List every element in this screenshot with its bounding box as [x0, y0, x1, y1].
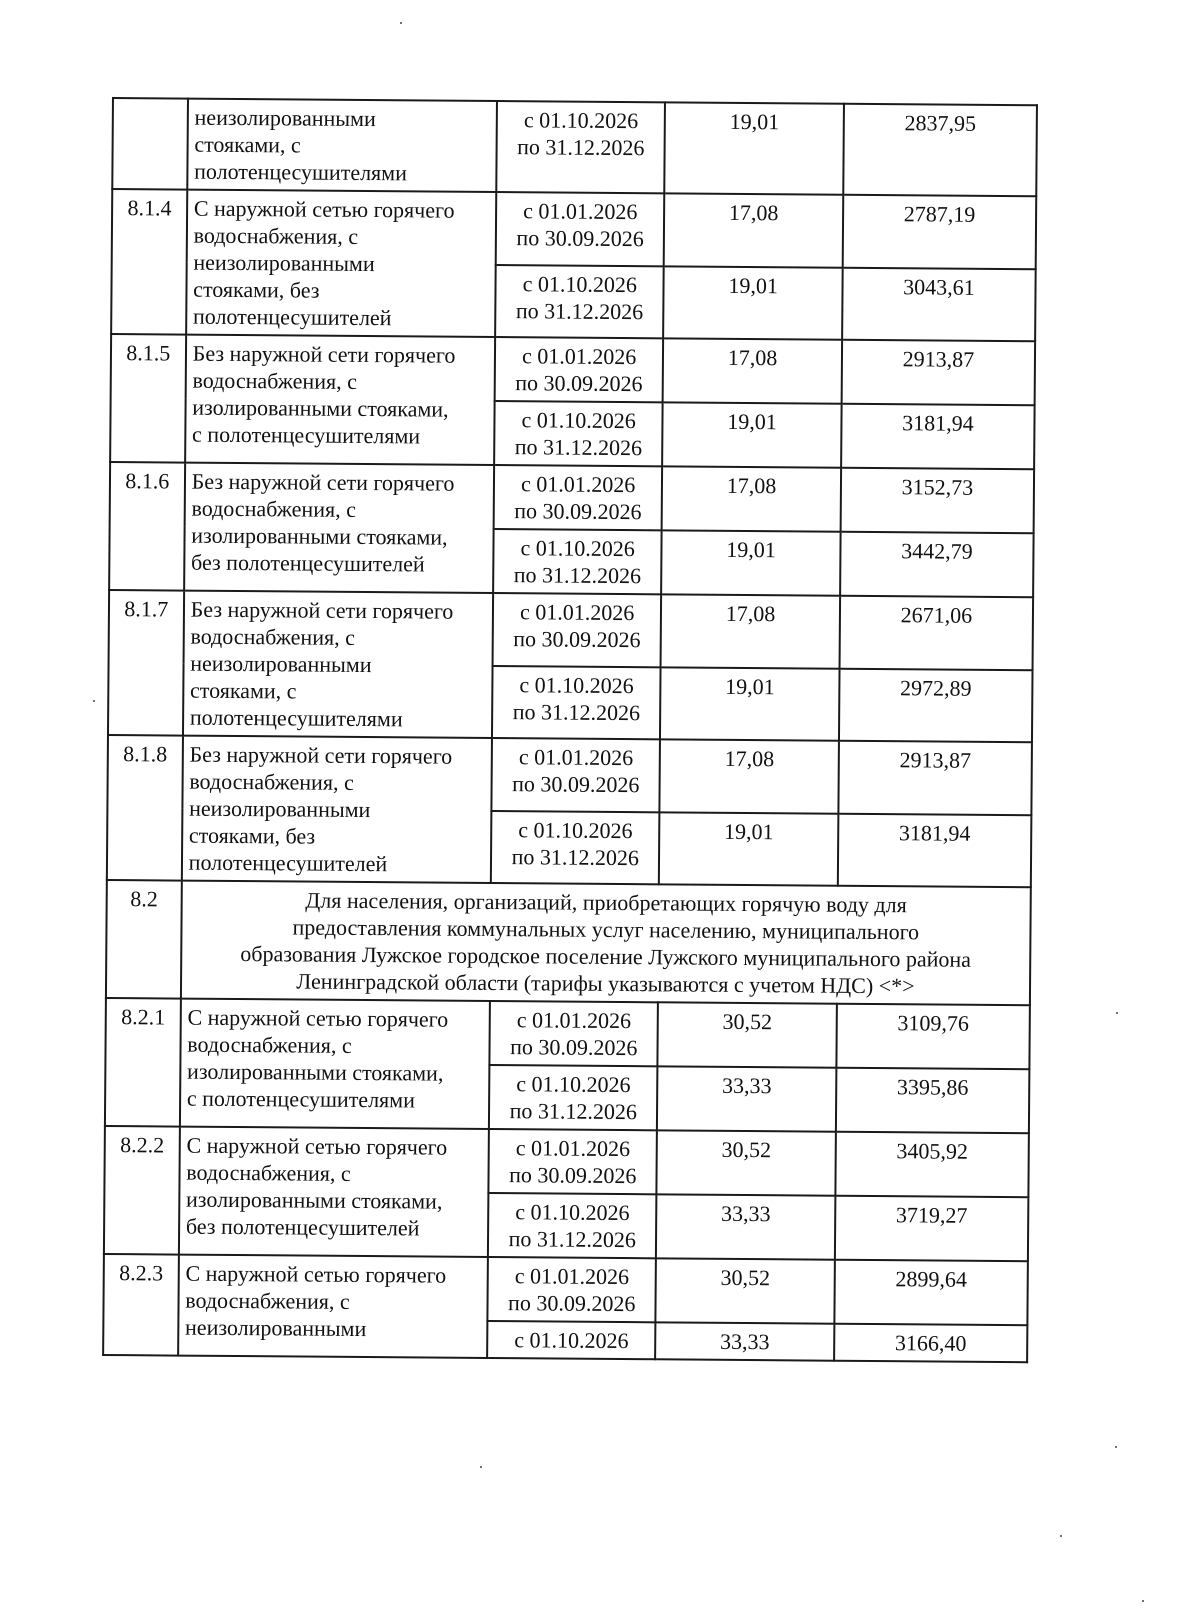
validity-period — [493, 529, 662, 594]
rate-value: 17,08 — [661, 594, 840, 668]
rate-value: 19,01 — [663, 266, 842, 340]
tariff-value: 3109,76 — [836, 1004, 1030, 1070]
tariff-row — [104, 1126, 1028, 1197]
item-number: 8.1.7 — [108, 590, 184, 736]
tariff-value: 3152,73 — [840, 468, 1034, 534]
section-number: 8.2 — [106, 880, 182, 999]
item-number: 8.1.8 — [107, 735, 183, 881]
description-line: водоснабжения, с — [189, 768, 354, 795]
validity-period — [488, 1257, 657, 1322]
period-from: с 01.01.2026 — [514, 1263, 630, 1290]
description-line: с полотенцесушителями — [186, 1085, 416, 1113]
description-line: С наружной сетью горячего — [187, 1004, 449, 1032]
validity-period — [487, 1321, 655, 1359]
rate-value: 19,01 — [659, 812, 838, 886]
rate-value: 33,33 — [657, 1066, 836, 1131]
tariff-row — [111, 334, 1035, 405]
tariff-value: 2837,95 — [843, 104, 1037, 197]
scan-speck — [1116, 1012, 1118, 1014]
description-line: водоснабжения, с — [186, 1159, 351, 1186]
description-line: стояками, без — [193, 276, 320, 303]
validity-period — [494, 465, 663, 530]
period-to: по 30.09.2026 — [516, 225, 644, 252]
rate-value: 30,52 — [656, 1258, 835, 1323]
validity-period — [496, 192, 665, 266]
tariff-value: 2913,87 — [841, 340, 1035, 406]
period-to: по 31.12.2026 — [509, 1098, 638, 1125]
period-from: с 01.01.2026 — [516, 1007, 632, 1034]
rate-value: 30,52 — [657, 1130, 836, 1195]
description-line: изолированными стояками, — [192, 394, 449, 422]
scan-speck — [1060, 1535, 1062, 1537]
description-line: изолированными стояками, — [187, 1058, 444, 1086]
description-line: полотенцесушителей — [192, 303, 392, 331]
description-line: полотенцесушителями — [194, 158, 408, 186]
period-from: с 01.10.2026 — [522, 270, 637, 297]
scan-speck — [480, 1466, 482, 1468]
description-line: стояками, с — [194, 131, 301, 158]
tariff-value: 3043,61 — [842, 267, 1036, 341]
period-to: по 31.12.2026 — [513, 562, 642, 589]
validity-period — [494, 401, 663, 466]
period-from: с 01.01.2026 — [515, 1135, 631, 1162]
tariff-value: 3442,79 — [840, 532, 1034, 598]
period-to: по 31.12.2026 — [514, 434, 643, 461]
rate-value: 19,01 — [660, 667, 839, 741]
rate-value: 33,33 — [656, 1194, 835, 1259]
item-description — [182, 736, 493, 883]
tariff-row — [103, 1254, 1027, 1325]
description-line: неизолированными — [190, 650, 372, 678]
validity-period — [495, 337, 664, 402]
period-from: с 01.10.2026 — [519, 671, 634, 698]
description-line: без полотенцесушителей — [191, 549, 425, 577]
scan-speck — [1115, 1446, 1117, 1448]
item-description — [187, 99, 497, 192]
tariff-value: 2671,06 — [839, 596, 1033, 670]
rate-value: 17,08 — [663, 338, 842, 403]
period-from: с 01.01.2026 — [523, 198, 638, 225]
rate-value: 17,08 — [662, 466, 841, 531]
validity-period — [488, 1193, 657, 1258]
period-from: с 01.10.2026 — [518, 816, 633, 843]
item-number: 8.2.1 — [105, 998, 181, 1127]
section-heading-line: Ленинградской области (тарифы указываются с учетом НДС) <*> — [296, 968, 915, 999]
tariff-value: 3181,94 — [841, 404, 1035, 470]
tariff-table — [102, 97, 1038, 1363]
item-number: 8.2.3 — [103, 1254, 179, 1356]
validity-period — [491, 811, 660, 885]
period-from: с 01.01.2026 — [521, 343, 637, 370]
tariff-value: 3395,86 — [836, 1068, 1030, 1134]
period-from: с 01.10.2026 — [520, 535, 635, 562]
section-heading-line: Для населения, организаций, приобретающих горячую воду для — [305, 887, 907, 918]
description-line: С наружной сетью горячего — [186, 1132, 448, 1160]
scan-speck — [1142, 1600, 1144, 1602]
description-line: Без наружной сети горячего — [191, 468, 455, 496]
validity-period — [490, 1001, 659, 1066]
rate-value: 19,01 — [665, 102, 844, 194]
item-description — [184, 463, 494, 593]
description-line: стояками, с — [189, 677, 297, 704]
period-from: с 01.10.2026 — [516, 1071, 631, 1098]
tariff-row — [110, 462, 1034, 533]
description-line: стояками, без — [188, 822, 316, 849]
period-to: по 30.09.2026 — [515, 370, 643, 397]
period-to: по 30.09.2026 — [512, 771, 640, 798]
description-line: неизолированными — [184, 1314, 367, 1342]
period-from: с 01.01.2026 — [519, 599, 635, 626]
rate-value: 33,33 — [655, 1322, 834, 1360]
description-line: неизолированными — [193, 249, 375, 277]
period-to: по 31.12.2026 — [511, 843, 640, 870]
item-description — [179, 1127, 489, 1257]
item-description — [185, 335, 495, 465]
item-number — [112, 98, 187, 190]
tariff-value: 2787,19 — [843, 195, 1037, 269]
description-line: неизолированными — [189, 795, 371, 823]
description-line: Без наружной сети горячего — [189, 741, 453, 769]
period-from: с 01.10.2026 — [523, 107, 639, 134]
scan-speck — [400, 22, 402, 24]
rate-value: 17,08 — [660, 739, 839, 813]
description-line: водоснабжения, с — [192, 367, 358, 394]
rate-value: 17,08 — [664, 193, 843, 267]
description-line: водоснабжения, с — [191, 495, 357, 522]
period-to: по 31.12.2026 — [517, 134, 645, 161]
period-to: по 31.12.2026 — [515, 297, 644, 324]
description-line: без полотенцесушителей — [185, 1213, 420, 1241]
item-description — [183, 591, 494, 738]
period-from: с 01.01.2026 — [520, 471, 636, 498]
section-heading — [181, 881, 1031, 1006]
period-to: по 30.09.2026 — [509, 1162, 637, 1189]
description-line: С наружной сетью горячего — [185, 1260, 447, 1288]
description-line: полотенцесушителей — [188, 849, 388, 877]
period-from: с 01.10.2026 — [515, 1199, 630, 1226]
description-line: полотенцесушителями — [189, 704, 403, 732]
description-line: водоснабжения, с — [190, 623, 356, 650]
period-to: по 31.12.2026 — [508, 1226, 636, 1253]
rate-value: 30,52 — [658, 1002, 837, 1067]
tariff-row — [105, 998, 1029, 1069]
tariff-value: 2899,64 — [834, 1260, 1028, 1326]
description-line: С наружной сетью горячего — [193, 195, 455, 223]
section-row — [106, 880, 1031, 1005]
validity-period — [496, 101, 665, 193]
period-to: по 30.09.2026 — [508, 1290, 636, 1317]
validity-period — [492, 738, 661, 812]
section-heading-line: образования Лужское городское поселение Лужского муниципального района — [240, 941, 972, 972]
description-line: Без наружной сети горячего — [190, 596, 454, 624]
tariff-value: 3719,27 — [835, 1196, 1029, 1262]
tariff-value: 2972,89 — [839, 668, 1033, 742]
tariff-value: 3405,92 — [835, 1132, 1029, 1198]
description-line: неизолированными — [194, 104, 376, 132]
tariff-row — [112, 98, 1037, 196]
validity-period — [489, 1065, 658, 1130]
description-line: изолированными стояками, — [191, 522, 448, 550]
item-number: 8.2.2 — [104, 1126, 180, 1255]
item-description — [186, 190, 497, 337]
period-from: с 01.10.2026 — [514, 1327, 629, 1354]
description-line: водоснабжения, с — [187, 1031, 352, 1058]
item-number: 8.1.4 — [111, 189, 187, 335]
description-line: Без наружной сети горячего — [192, 340, 456, 368]
item-number: 8.1.5 — [110, 334, 186, 463]
tariff-value: 2913,87 — [838, 741, 1032, 815]
period-to: по 30.09.2026 — [513, 626, 641, 653]
rate-value: 19,01 — [661, 530, 840, 595]
scan-speck — [93, 700, 95, 702]
item-description — [178, 1255, 488, 1358]
description-line: изолированными стояками, — [185, 1186, 443, 1214]
tariff-value: 3181,94 — [838, 813, 1032, 887]
item-description — [180, 999, 490, 1129]
tariff-row — [109, 590, 1034, 670]
period-to: по 30.09.2026 — [514, 498, 642, 525]
period-to: по 30.09.2026 — [510, 1034, 638, 1061]
period-from: с 01.01.2026 — [518, 744, 634, 771]
period-to: по 31.12.2026 — [512, 698, 641, 725]
description-line: водоснабжения, с — [193, 222, 359, 249]
tariff-value: 3166,40 — [834, 1324, 1027, 1363]
validity-period — [493, 593, 662, 667]
description-line: водоснабжения, с — [185, 1287, 350, 1314]
period-from: с 01.10.2026 — [521, 407, 636, 434]
item-number: 8.1.6 — [109, 462, 185, 591]
section-heading-line: предоставления коммунальных услуг населению, муниципального — [292, 914, 920, 945]
description-line: с полотенцесушителями — [192, 421, 421, 449]
validity-period — [489, 1129, 658, 1194]
validity-period — [492, 666, 661, 740]
rate-value: 19,01 — [662, 402, 841, 467]
tariff-row — [112, 189, 1037, 269]
validity-period — [495, 265, 664, 339]
tariff-table-body — [103, 98, 1037, 1362]
tariff-row — [107, 735, 1032, 815]
